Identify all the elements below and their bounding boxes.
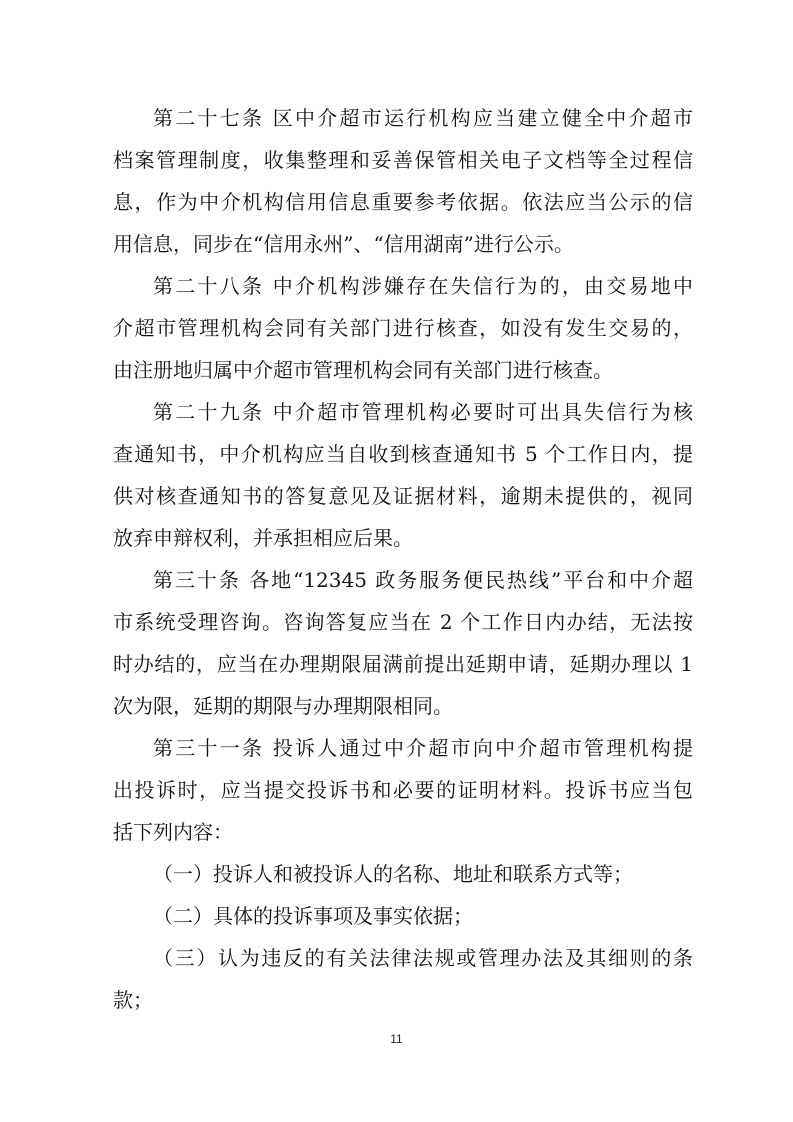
article-27-line-3: 息，作为中介机构信用信息重要参考依据。依法应当公示的信 [113, 190, 693, 214]
article-30-line-4: 次为限，延期的期限与办理期限相同。 [113, 694, 453, 718]
article-31-line-3: 括下列内容： [113, 820, 233, 844]
page-number: 11 [390, 1032, 403, 1046]
article-29-line-2: 查通知书，中介机构应当自收到核查通知书 5 个工作日内，提 [113, 442, 693, 466]
article-28-line-1: 第二十八条 中介机构涉嫌存在失信行为的，由交易地中 [153, 274, 693, 298]
article-29-line-3: 供对核查通知书的答复意见及证据材料，逾期未提供的，视同 [113, 484, 693, 508]
article-30-line-2: 市系统受理咨询。咨询答复应当在 2 个工作日内办结，无法按 [113, 610, 693, 634]
article-27-line-1: 第二十七条 区中介超市运行机构应当建立健全中介超市 [153, 106, 693, 130]
article-30-line-1: 第三十条 各地“12345 政务服务便民热线”平台和中介超 [153, 568, 693, 592]
article-31-item-2: （二）具体的投诉事项及事实依据； [153, 904, 473, 928]
article-29-line-1: 第二十九条 中介超市管理机构必要时可出具失信行为核 [153, 400, 693, 424]
article-31-line-2: 出投诉时，应当提交投诉书和必要的证明材料。投诉书应当包 [113, 778, 693, 802]
article-27-line-2: 档案管理制度，收集整理和妥善保管相关电子文档等全过程信 [113, 148, 693, 172]
article-28-line-2: 介超市管理机构会同有关部门进行核查，如没有发生交易的， [113, 316, 693, 340]
article-31-line-1: 第三十一条 投诉人通过中介超市向中介超市管理机构提 [153, 736, 693, 760]
article-28-line-3: 由注册地归属中介超市管理机构会同有关部门进行核查。 [113, 358, 613, 382]
article-31-item-3-line-1: （三）认为违反的有关法律法规或管理办法及其细则的条 [153, 946, 693, 970]
article-27-line-4: 用信息，同步在“信用永州”、“信用湖南”进行公示。 [113, 232, 574, 256]
article-29-line-4: 放弃申辩权利，并承担相应后果。 [113, 526, 413, 550]
article-31-item-3-line-2: 款； [113, 988, 153, 1012]
article-30-line-3: 时办结的，应当在办理期限届满前提出延期申请，延期办理以 1 [113, 652, 693, 676]
article-31-item-1: （一）投诉人和被投诉人的名称、地址和联系方式等； [153, 862, 633, 886]
